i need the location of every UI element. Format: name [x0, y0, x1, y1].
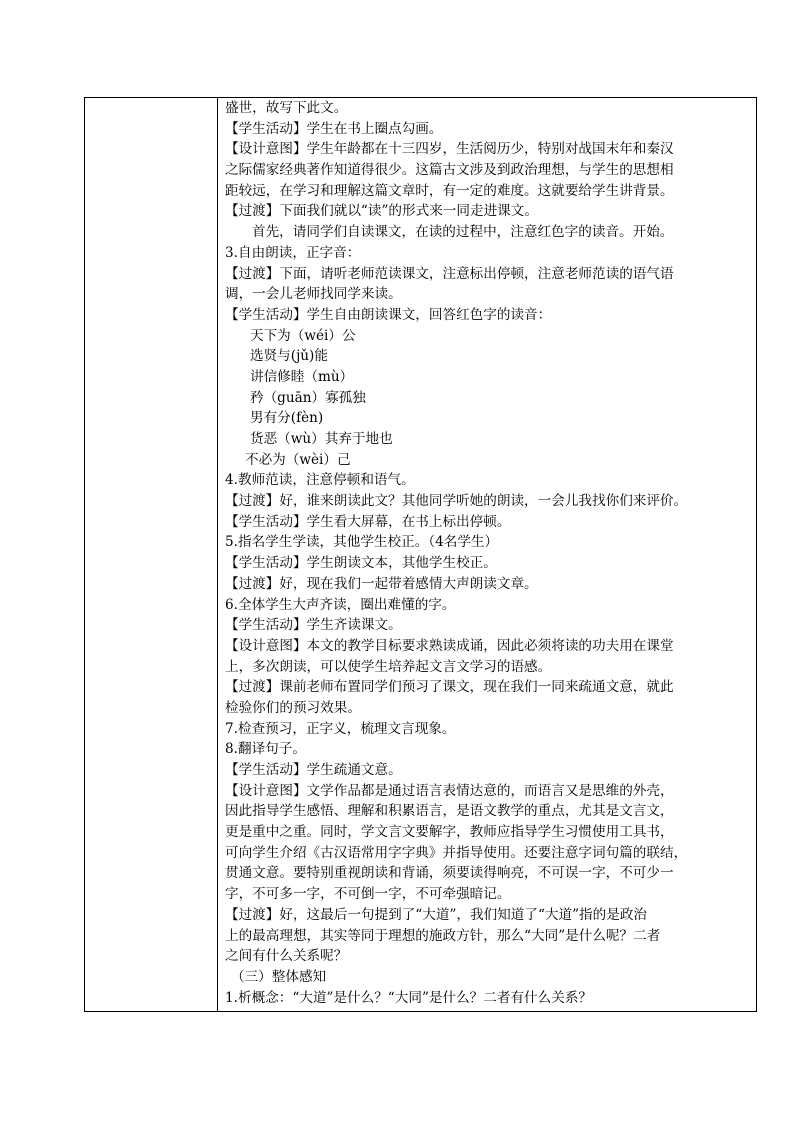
text-line: 因此指导学生感悟、理解和积累语言，是语文教学的重点，尤其是文言文，	[225, 803, 674, 820]
text-line: 上，多次朗读，可以使学生培养起文言文学习的语感。	[225, 658, 552, 675]
text-line: 7.检查预习，正字义，梳理文言现象。	[225, 720, 456, 737]
text-line: 字，不可多一字，不可倒一字，不可牵强暗记。	[225, 886, 511, 903]
pronunciation-item: 讲信修睦（mù）	[250, 368, 354, 385]
text-line: 4.教师范读，注意停顿和语气。	[225, 472, 415, 489]
text-line: 【过渡】好，现在我们一起带着感情大声朗读文章。	[225, 575, 538, 592]
text-line: 5.指名学生学读，其他学生校正。（4名学生）	[225, 534, 499, 551]
text-line: 【过渡】好，谁来朗读此文？其他同学听她的朗读，一会儿我找你们来评价。	[225, 493, 688, 510]
text-line: 【设计意图】本文的教学目标要求熟读成诵，因此必须将读的功夫用在课堂	[225, 637, 674, 654]
text-line: 【过渡】好，这最后一句提到了“大道”，我们知道了“大道”指的是政治	[225, 906, 648, 923]
lesson-table	[84, 97, 757, 1012]
section-heading: （三）整体感知	[231, 968, 327, 985]
pronunciation-item: 天下为（wéi）公	[250, 327, 356, 344]
text-line: 1.析概念：“大道”是什么？“大同”是什么？二者有什么关系？	[225, 989, 593, 1006]
text-line: 盛世，故写下此文。	[225, 100, 348, 116]
text-line: 【学生活动】学生疏通文意。	[225, 762, 402, 778]
text-line: 可向学生介绍《古汉语常用字字典》并指导使用。还要注意字词句篇的联结，	[225, 844, 688, 861]
pronunciation-item: 不必为（wèi）己	[245, 451, 351, 468]
text-line: 调，一会儿老师找同学来读。	[225, 286, 402, 303]
text-line: 【设计意图】文学作品都是通过语言表情达意的，而语言又是思维的外壳，	[225, 782, 674, 799]
text-line: 贯通文意。要特别重视朗读和背诵，须要读得响亮，不可误一字，不可少一	[225, 865, 674, 882]
pronunciation-item: 矜（guān）寡孤独	[250, 389, 366, 406]
text-line: 【学生活动】学生齐读课文。	[225, 617, 402, 634]
pronunciation-item: 男有分(fèn)	[250, 410, 324, 427]
text-line: 检验你们的预习效果。	[225, 699, 361, 716]
text-line: 更是重中之重。同时，学文言文要解字，教师应指导学生习惯使用工具书，	[225, 824, 674, 841]
text-line: 6.全体学生大声齐读，圈出难懂的字。	[225, 596, 456, 613]
text-line: 【过渡】下面，请听老师范读课文，注意标出停顿，注意老师范读的语气语	[225, 265, 674, 282]
text-line: 8.翻译句子。	[225, 741, 306, 758]
text-line: 首先，请同学们自读课文，在读的过程中，注意红色字的读音。开始。	[252, 224, 674, 241]
text-line: 距较远，在学习和理解这篇文章时，有一定的难度。这就要给学生讲背景。	[225, 182, 674, 199]
pronunciation-item: 选贤与(jǔ)能	[250, 348, 328, 365]
column-divider	[217, 98, 218, 1011]
text-line: 之间有什么关系呢？	[225, 948, 348, 965]
text-line: 【学生活动】学生自由朗读课文，回答红色字的读音：	[225, 306, 552, 323]
text-line: 【过渡】下面我们就以“读”的形式来一同走进课文。	[225, 203, 538, 220]
text-line: 上的最高理想，其实等同于理想的施政方针，那么“大同”是什么呢？二者	[225, 927, 661, 944]
text-line: 3.自由朗读，正字音：	[225, 244, 361, 261]
pronunciation-item: 货恶（wù）其弃于地也	[250, 431, 393, 447]
text-line: 【过渡】课前老师布置同学们预习了课文，现在我们一同来疏通文意，就此	[225, 679, 674, 696]
text-line: 【设计意图】学生年龄都在十三四岁，生活阅历少，特别对战国末年和秦汉	[225, 141, 674, 158]
text-line: 【学生活动】学生朗读文本，其他学生校正。	[225, 555, 497, 572]
text-line: 之际儒家经典著作知道得很少。这篇古文涉及到政治理想，与学生的思想相	[225, 162, 674, 179]
text-line: 【学生活动】学生看大屏幕，在书上标出停顿。	[225, 513, 511, 530]
lesson-content	[225, 98, 756, 1008]
text-line: 【学生活动】学生在书上圈点勾画。	[225, 120, 443, 137]
